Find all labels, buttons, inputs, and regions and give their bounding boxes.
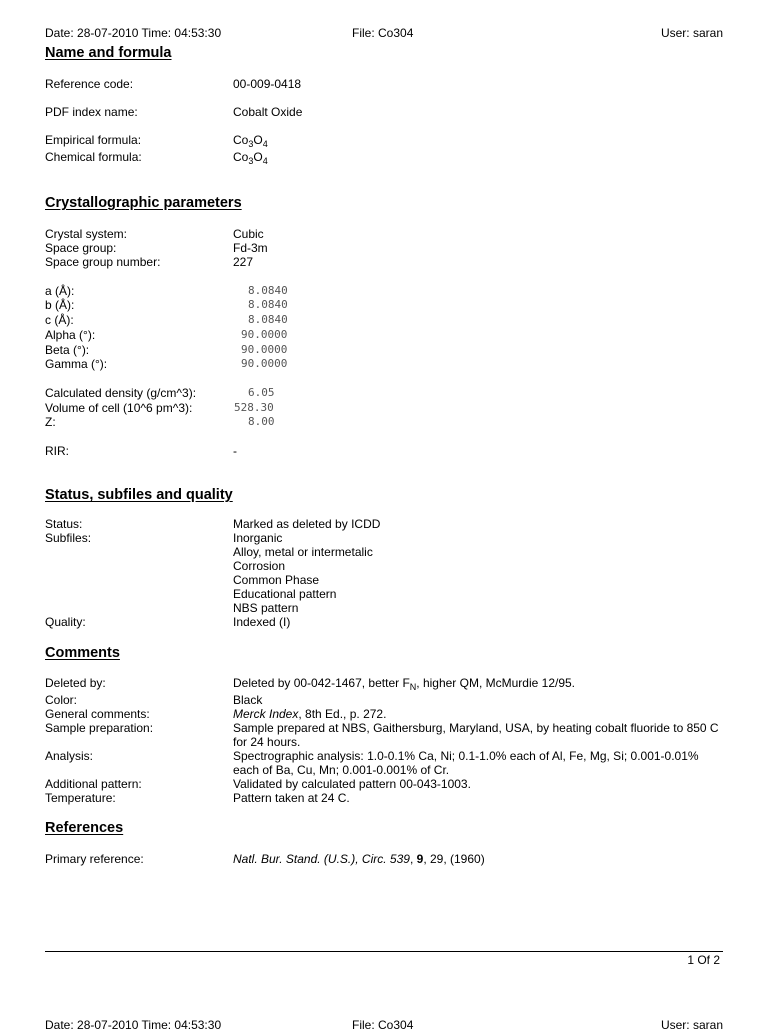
header-user: User: saran bbox=[660, 26, 723, 40]
cell-a-value: 8.0840 bbox=[248, 284, 288, 297]
chemical-formula-label: Chemical formula: bbox=[45, 150, 142, 164]
quality-value: Indexed (I) bbox=[233, 615, 291, 629]
additional-pattern-value: Validated by calculated pattern 00-043-1003. bbox=[233, 777, 471, 791]
empirical-formula-value: $Co_3O_4$ bbox=[233, 133, 268, 149]
deleted-by-label: Deleted by: bbox=[45, 676, 106, 690]
ref-code-value: 00-009-0418 bbox=[233, 77, 302, 91]
analysis-value: Spectrographic analysis: 1.0-0.1% Ca, Ni; 0.1-1.0% each of Al, Fe, Mg, Si; 0.001-0.01% each of Ba, Cu, Mn; 0.001-0.001% of Cr. bbox=[233, 749, 699, 777]
footer-divider bbox=[45, 951, 723, 952]
section-title-references: References bbox=[45, 820, 124, 836]
subfile-item: Corrosion bbox=[233, 559, 286, 573]
next-page-header-file: File: Co304 bbox=[352, 1018, 414, 1032]
gamma-label: Gamma (°): bbox=[45, 357, 108, 371]
next-page-header-user: User: saran bbox=[660, 1018, 723, 1032]
beta-value: 90.0000 bbox=[241, 343, 288, 356]
space-group-number-label: Space group number: bbox=[45, 255, 161, 269]
cell-c-value: 8.0840 bbox=[248, 313, 288, 326]
quality-label: Quality: bbox=[45, 615, 86, 629]
general-comments-label: General comments: bbox=[45, 707, 150, 721]
next-page-header-date-time: Date: 28-07-2010 Time: 04:53:30 bbox=[45, 1018, 222, 1032]
sample-preparation-value: Sample prepared at NBS, Gaithersburg, Maryland, USA, by heating cobalt fluoride to 850 C for 24 hours. bbox=[233, 721, 719, 749]
cell-volume-value: 528.30 bbox=[234, 401, 274, 414]
header-date-time: Date: 28-07-2010 Time: 04:53:30 bbox=[45, 26, 222, 40]
cell-a-label: a (Å): bbox=[45, 284, 75, 298]
primary-reference-label: Primary reference: bbox=[45, 852, 144, 866]
subfile-item: NBS pattern bbox=[233, 601, 299, 615]
general-comments-value: Merck Index, 8th Ed., p. 272. bbox=[233, 707, 387, 721]
empirical-formula-label: Empirical formula: bbox=[45, 133, 142, 147]
pdf-index-value: Cobalt Oxide bbox=[233, 105, 303, 119]
chemical-formula-value: $Co_3O_4$ bbox=[233, 150, 268, 166]
subfile-item: Inorganic bbox=[233, 531, 283, 545]
subfile-item: Alloy, metal or intermetalic bbox=[233, 545, 373, 559]
status-label: Status: bbox=[45, 517, 83, 531]
cell-volume-label: Volume of cell (10^6 pm^3): bbox=[45, 401, 193, 415]
beta-label: Beta (°): bbox=[45, 343, 90, 357]
alpha-label: Alpha (°): bbox=[45, 328, 96, 342]
section-title-status: Status, subfiles and quality bbox=[45, 487, 233, 503]
subfile-item: Educational pattern bbox=[233, 587, 337, 601]
section-title-crystallographic: Crystallographic parameters bbox=[45, 195, 242, 211]
density-label: Calculated density (g/cm^3): bbox=[45, 386, 197, 400]
alpha-value: 90.0000 bbox=[241, 328, 288, 341]
space-group-number-value: 227 bbox=[233, 255, 254, 269]
section-title-name-formula: Name and formula bbox=[45, 45, 172, 61]
deleted-by-value: Deleted by 00-042-1467, better $F_N$, higher QM, McMurdie 12/95. bbox=[233, 676, 576, 692]
rir-value: - bbox=[233, 444, 237, 458]
status-value: Marked as deleted by ICDD bbox=[233, 517, 381, 531]
cell-b-label: b (Å): bbox=[45, 298, 75, 312]
additional-pattern-label: Additional pattern: bbox=[45, 777, 142, 791]
subfile-item: Common Phase bbox=[233, 573, 320, 587]
cell-c-label: c (Å): bbox=[45, 313, 74, 327]
temperature-label: Temperature: bbox=[45, 791, 116, 805]
gamma-value: 90.0000 bbox=[241, 357, 288, 370]
cell-b-value: 8.0840 bbox=[248, 298, 288, 311]
pdf-index-label: PDF index name: bbox=[45, 105, 138, 119]
space-group-value: Fd-3m bbox=[233, 241, 268, 255]
ref-code-label: Reference code: bbox=[45, 77, 134, 91]
section-title-comments: Comments bbox=[45, 645, 120, 661]
analysis-label: Analysis: bbox=[45, 749, 94, 763]
temperature-value: Pattern taken at 24 C. bbox=[233, 791, 350, 805]
crystal-system-value: Cubic bbox=[233, 227, 264, 241]
density-value: 6.05 bbox=[248, 386, 275, 399]
sample-preparation-label: Sample preparation: bbox=[45, 721, 154, 735]
space-group-label: Space group: bbox=[45, 241, 117, 255]
color-value: Black bbox=[233, 693, 263, 707]
z-label: Z: bbox=[45, 415, 56, 429]
subfiles-label: Subfiles: bbox=[45, 531, 92, 545]
z-value: 8.00 bbox=[248, 415, 275, 428]
header-file: File: Co304 bbox=[352, 26, 414, 40]
primary-reference-value: Natl. Bur. Stand. (U.S.), Circ. 539, 9, 29, (1960) bbox=[233, 852, 485, 866]
crystal-system-label: Crystal system: bbox=[45, 227, 128, 241]
rir-label: RIR: bbox=[45, 444, 69, 458]
color-label: Color: bbox=[45, 693, 78, 707]
page-number: 1 Of 2 bbox=[687, 953, 720, 967]
